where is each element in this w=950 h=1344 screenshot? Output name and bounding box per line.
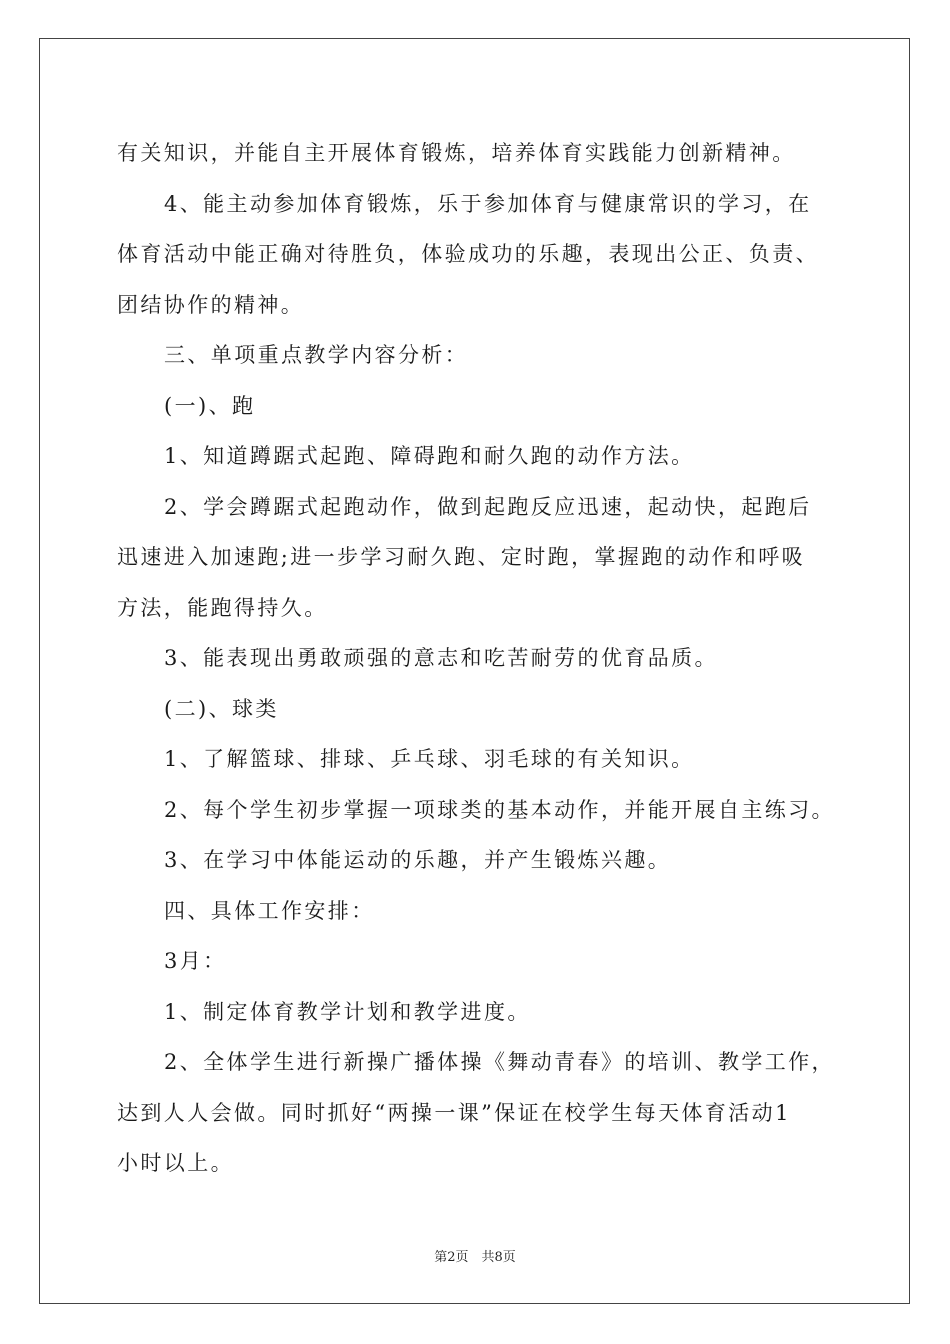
text-line-20: 达到人人会做。同时抓好“两操一课”保证在校学生每天体育活动1 <box>117 1100 791 1125</box>
text-line-7: 1、知道蹲踞式起跑、障碍跑和耐久跑的动作方法。 <box>164 444 695 468</box>
subheading-march: 3月： <box>164 949 227 973</box>
text-line-21: 小时以上。 <box>117 1151 234 1175</box>
document-body <box>117 128 837 1189</box>
text-line-4: 团结协作的精神。 <box>117 292 305 317</box>
text-line-2: 4、能主动参加体育锻炼，乐于参加体育与健康常识的学习，在 <box>164 191 812 216</box>
page-number-footer: 第2页 共8页 <box>434 1250 516 1265</box>
text-line-9: 迅速进入加速跑;进一步学习耐久跑、定时跑，掌握跑的动作和呼吸 <box>117 545 806 569</box>
text-line-15: 3、在学习中体能运动的乐趣，并产生锻炼兴趣。 <box>164 848 672 872</box>
text-line-10: 方法，能跑得持久。 <box>117 595 328 620</box>
text-line-13: 1、了解篮球、排球、乒乓球、羽毛球的有关知识。 <box>164 747 695 771</box>
subheading-running: (一)、跑 <box>164 393 256 418</box>
text-line-18: 1、制定体育教学计划和教学进度。 <box>164 999 531 1024</box>
text-line-14: 2、每个学生初步掌握一项球类的基本动作，并能开展自主练习。 <box>164 797 835 822</box>
text-line-19: 2、全体学生进行新操广播体操《舞动青春》的培训、教学工作， <box>164 1050 835 1074</box>
text-line-11: 3、能表现出勇敢顽强的意志和吃苦耐劳的优育品质。 <box>164 646 718 670</box>
section-heading-4: 四、具体工作安排： <box>164 898 375 923</box>
text-line-1: 有关知识，并能自主开展体育锻炼，培养体育实践能力创新精神。 <box>117 141 796 165</box>
subheading-ball-games: (二)、球类 <box>164 696 279 721</box>
text-line-8: 2、学会蹲踞式起跑动作，做到起跑反应迅速，起动快，起跑后 <box>164 494 812 519</box>
section-heading-3: 三、单项重点教学内容分析： <box>164 343 469 367</box>
text-line-3: 体育活动中能正确对待胜负，体验成功的乐趣，表现出公正、负责、 <box>117 242 819 266</box>
